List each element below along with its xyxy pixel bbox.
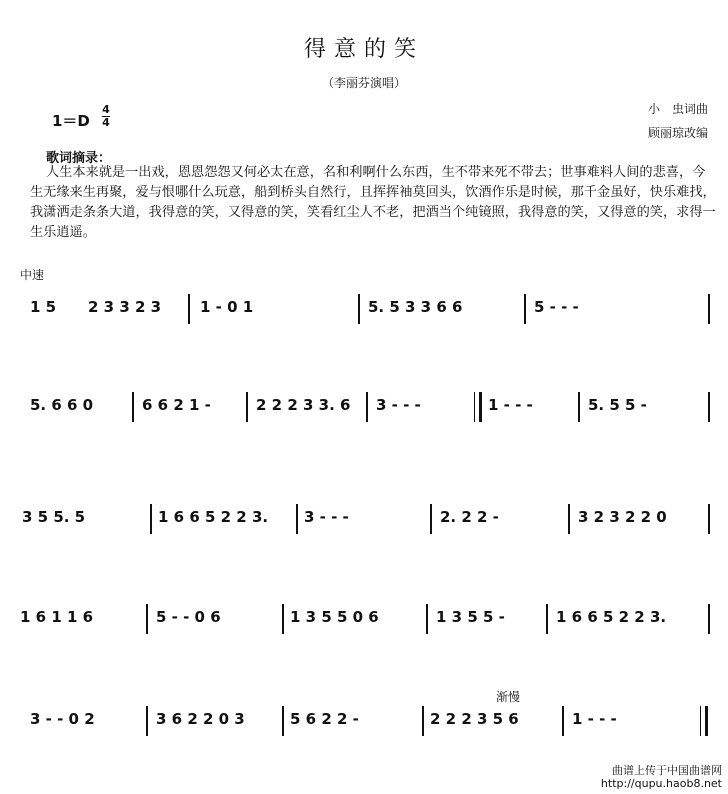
- measure: 2. 2 2 -: [440, 508, 499, 526]
- score-line-5: [0, 700, 728, 764]
- time-signature: [102, 104, 110, 129]
- watermark-cn: 曲谱上传于中国曲谱网: [612, 764, 722, 777]
- measure: 3 6 2 2 0 3: [156, 710, 245, 728]
- lyrics-label: 歌词摘录：: [46, 151, 112, 166]
- lyrics-text: 人生本来就是一出戏，恩恩怨怨又何必太在意，名和利啊什么东西，生不带来死不带去；世事难料人间的悲喜，今生无缘来生再聚，爱与恨哪什么玩意，船到桥头自然行，且挥挥袖莫回头，饮酒作乐是时候，那千金虽好，快乐难找，我潇洒走条条大道，我得意的笑，又得意的笑，笑看红尘人不老，把酒当个纯镜照，我得意的笑，又得意的笑，求得一生乐逍遥。: [30, 165, 716, 240]
- tempo-marking-rit: 渐慢: [496, 690, 521, 704]
- barline: [188, 294, 190, 324]
- barline: [282, 706, 284, 736]
- barline: [568, 504, 570, 534]
- measure: 1 5: [30, 298, 57, 316]
- measure: 3 - - -: [376, 396, 421, 414]
- measure: 2 2 2 3 3. 6: [256, 396, 351, 414]
- measure: 1 6 6 5 2 2 3.: [556, 608, 667, 626]
- meter-top: 4: [102, 103, 110, 116]
- measure: 3 2 3 2 2 0: [578, 508, 667, 526]
- site-watermark: [601, 764, 722, 790]
- measure: 5 - - 0 6: [156, 608, 221, 626]
- barline: [132, 392, 134, 422]
- measure: 1 - - -: [488, 396, 533, 414]
- measure: 3 5 5. 5: [22, 508, 86, 526]
- barline: [426, 604, 428, 634]
- page-title: 得意的笑: [303, 37, 424, 62]
- final-barline: [700, 706, 708, 736]
- measure: 1 - 0 1: [200, 298, 254, 316]
- measure: 3 - - 0 2: [30, 710, 95, 728]
- barline: [422, 706, 424, 736]
- measure: 5 - - -: [534, 298, 579, 316]
- barline: [562, 706, 564, 736]
- barline: [430, 504, 432, 534]
- measure: 6 6 2 1 -: [142, 396, 211, 414]
- watermark-url: http://qupu.haob8.net: [600, 777, 722, 790]
- measure: 1 6 6 5 2 2 3.: [158, 508, 269, 526]
- measure: 2 3 3 2 3: [88, 298, 162, 316]
- barline: [546, 604, 548, 634]
- repeat-barline: [474, 392, 482, 422]
- score-line-4: [0, 596, 728, 660]
- barline: [708, 392, 710, 422]
- barline: [578, 392, 580, 422]
- barline: [708, 604, 710, 634]
- barline: [246, 392, 248, 422]
- measure: 5. 5 3 3 6 6: [368, 298, 463, 316]
- measure: 1 3 5 5 -: [436, 608, 505, 626]
- key-signature: 1＝D: [52, 112, 90, 130]
- barline: [150, 504, 152, 534]
- measure: 1 - - -: [572, 710, 617, 728]
- barline: [296, 504, 298, 534]
- arranger-credit: 顾丽琼改编: [647, 126, 708, 140]
- measure: 5. 6 6 0: [30, 396, 94, 414]
- performer-subtitle: （李丽芬演唱）: [321, 76, 406, 90]
- barline: [524, 294, 526, 324]
- measure: 5 6 2 2 -: [290, 710, 359, 728]
- barline: [146, 604, 148, 634]
- barline: [708, 504, 710, 534]
- measure: 5. 5 5 -: [588, 396, 647, 414]
- score-line-1: [0, 288, 728, 352]
- barline: [146, 706, 148, 736]
- meter-bottom: 4: [102, 116, 110, 129]
- measure: 1 3 5 5 0 6: [290, 608, 379, 626]
- barline: [358, 294, 360, 324]
- tempo-marking: 中速: [20, 268, 45, 282]
- barline: [282, 604, 284, 634]
- barline: [708, 294, 710, 324]
- measure: 3 - - -: [304, 508, 349, 526]
- measure: 1 6 1 1 6: [20, 608, 94, 626]
- barline: [366, 392, 368, 422]
- score-line-3: [0, 496, 728, 560]
- score-line-2: [0, 384, 728, 448]
- lyricist-credit: 小 虫词曲: [647, 102, 708, 116]
- measure: 2 2 2 3 5 6: [430, 710, 519, 728]
